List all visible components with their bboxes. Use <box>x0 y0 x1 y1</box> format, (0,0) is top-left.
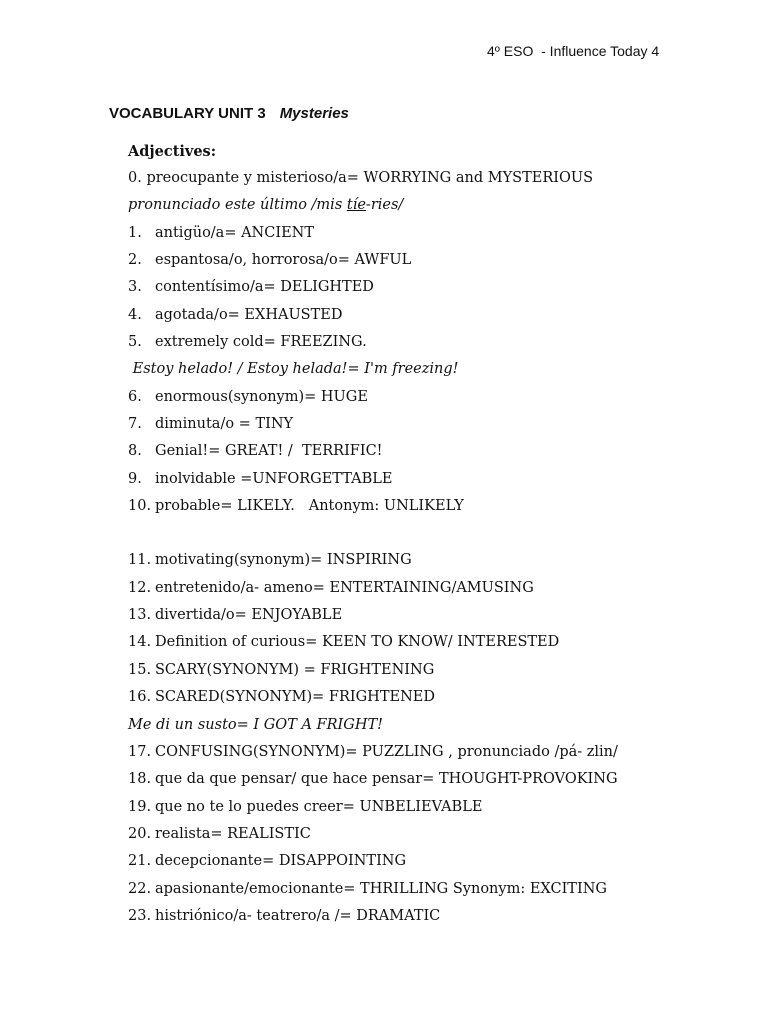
item-number: 3. <box>128 279 142 295</box>
fright-note: Me di un susto= I GOT A FRIGHT! <box>128 717 383 733</box>
item-text: espantosa/o, horrorosa/o= AWFUL <box>155 252 412 268</box>
item-number: 6. <box>128 389 142 405</box>
item-text: divertida/o= ENJOYABLE <box>155 607 343 623</box>
item-text: entretenido/a- ameno= ENTERTAINING/AMUSING <box>155 580 534 596</box>
vocab-item <box>128 634 559 650</box>
section-heading-adjectives: Adjectives: <box>128 143 217 160</box>
item-text: agotada/o= EXHAUSTED <box>155 307 343 323</box>
item-number: 22. <box>128 881 152 897</box>
item-text: Definition of curious= KEEN TO KNOW/ INTERESTED <box>155 634 560 650</box>
item-text: enormous(synonym)= HUGE <box>155 389 368 405</box>
vocab-item <box>128 908 440 924</box>
item-text: SCARED(SYNONYM)= FRIGHTENED <box>155 689 435 705</box>
vocab-item <box>128 416 293 432</box>
vocab-item <box>128 552 412 568</box>
pron-stress: tíe <box>346 197 366 213</box>
item-number: 1. <box>128 225 142 241</box>
item-number: 10. <box>128 498 152 514</box>
item-text: extremely cold= FREEZING. <box>155 334 367 350</box>
vocab-item <box>128 580 534 596</box>
item-number: 5. <box>128 334 142 350</box>
vocab-item <box>128 307 343 323</box>
item-text: probable= LIKELY. Antonym: UNLIKELY <box>155 498 464 514</box>
item-text: diminuta/o = TINY <box>155 416 294 432</box>
item-number: 19. <box>128 799 152 815</box>
vocab-item <box>128 744 618 760</box>
item-text: histriónico/a- teatrero/a /= DRAMATIC <box>155 908 441 924</box>
item-number: 23. <box>128 908 152 924</box>
item-number: 9. <box>128 471 142 487</box>
item-text: antigüo/a= ANCIENT <box>155 225 315 241</box>
item-text: realista= REALISTIC <box>155 826 311 842</box>
document-title <box>109 105 349 122</box>
item-text: que no te lo puedes creer= UNBELIEVABLE <box>155 799 483 815</box>
item-text: que da que pensar/ que hace pensar= THOUGHT-PROVOKING <box>155 771 618 787</box>
pron-before: pronunciado este último /mis <box>128 197 347 213</box>
vocab-item <box>128 389 368 405</box>
vocab-item <box>128 471 392 487</box>
title-main: VOCABULARY UNIT 3 <box>109 105 266 122</box>
item-number: 4. <box>128 307 142 323</box>
item-number: 20. <box>128 826 152 842</box>
item-number: 16. <box>128 689 152 705</box>
vocab-item <box>128 826 311 842</box>
item-text: decepcionante= DISAPPOINTING <box>155 853 407 869</box>
vocab-item <box>128 771 618 787</box>
item-text: CONFUSING(SYNONYM)= PUZZLING , pronunciado /pá- zlin/ <box>155 744 618 760</box>
item-number: 13. <box>128 607 152 623</box>
page-header-course: 4º ESO - Influence Today 4 <box>487 43 660 59</box>
title-subtitle: Mysteries <box>279 105 349 122</box>
vocab-item <box>128 443 383 459</box>
item-number: 12. <box>128 580 152 596</box>
item-number: 17. <box>128 744 152 760</box>
item-text: Genial!= GREAT! / TERRIFIC! <box>155 443 383 459</box>
item-number: 21. <box>128 853 152 869</box>
item-text: apasionante/emocionante= THRILLING Synonym: EXCITING <box>155 881 607 897</box>
vocab-item <box>128 799 482 815</box>
item-text: motivating(synonym)= INSPIRING <box>155 552 412 568</box>
vocab-item <box>128 498 464 514</box>
vocab-item <box>128 607 342 623</box>
vocab-item <box>128 279 374 295</box>
item-number: 2. <box>128 252 142 268</box>
item-number: 8. <box>128 443 142 459</box>
item-text: inolvidable =UNFORGETTABLE <box>155 471 393 487</box>
item-number: 14. <box>128 634 152 650</box>
pron-after: -ries/ <box>365 197 404 213</box>
item-number: 7. <box>128 416 142 432</box>
item-number: 11. <box>128 552 152 568</box>
example-line: 0. preocupante y misterioso/a= WORRYING and MYSTERIOUS <box>128 170 594 186</box>
item-number: 18. <box>128 771 152 787</box>
vocab-item <box>128 334 367 350</box>
vocab-item <box>128 853 406 869</box>
vocab-item <box>128 689 435 705</box>
freezing-note: Estoy helado! / Estoy helada!= I'm freezing! <box>128 361 459 377</box>
vocab-item <box>128 662 434 678</box>
vocab-item <box>128 881 607 897</box>
item-text: SCARY(SYNONYM) = FRIGHTENING <box>155 662 435 678</box>
item-text: contentísimo/a= DELIGHTED <box>155 279 374 295</box>
vocab-item <box>128 225 314 241</box>
pronunciation-note <box>128 197 403 213</box>
item-number: 15. <box>128 662 152 678</box>
vocab-item <box>128 252 411 268</box>
